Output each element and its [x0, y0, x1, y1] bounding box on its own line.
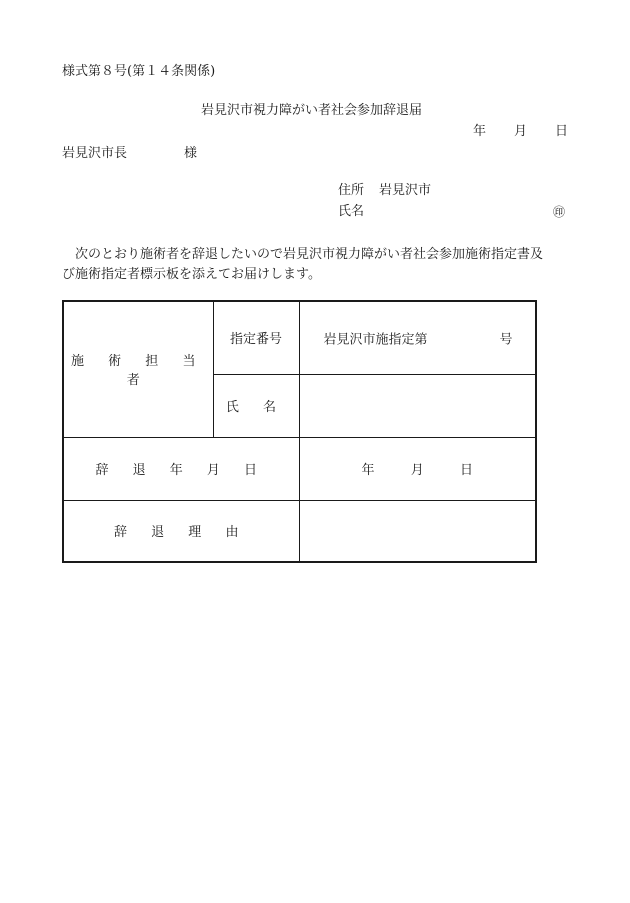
addressee-name: 岩見沢市長 [62, 146, 128, 161]
table-row [63, 301, 536, 374]
address-label: 住所 [338, 183, 365, 198]
designation-suffix: 号 [499, 332, 513, 348]
date-day-label: 日 [555, 124, 569, 139]
table-row [63, 437, 536, 500]
date-month-label: 月 [514, 124, 528, 139]
designation-number-label: 指定番号 [229, 332, 282, 348]
seal-mark: ㊞ [553, 205, 566, 219]
designation-number-field[interactable] [299, 301, 536, 374]
form-number: 様式第８号(第１４条関係) [62, 64, 216, 79]
date-year-label: 年 [473, 124, 487, 139]
withdrawal-reason-label-cell [63, 500, 299, 562]
withdrawal-date-year: 年 [361, 463, 375, 478]
withdrawal-reason-field[interactable] [299, 500, 536, 562]
document-title: 岩見沢市視力障がい者社会参加辞退届 [201, 103, 423, 118]
practitioner-name-label-cell [213, 374, 299, 437]
withdrawal-reason-label: 辞 退 理 由 [114, 525, 249, 541]
practitioner-name-field[interactable] [299, 374, 536, 437]
withdrawal-form-table [62, 300, 537, 563]
designation-number-label-cell [213, 301, 299, 374]
body-text-line-2: び施術指定者標示板を添えてお届けします。 [62, 267, 321, 282]
withdrawal-date-label: 辞 退 年 月 日 [95, 463, 268, 478]
practitioner-label: 施 術 担 当 者 [71, 354, 206, 389]
name-label: 氏名 [338, 204, 365, 219]
address-value: 岩見沢市 [379, 183, 432, 198]
withdrawal-date-day: 日 [460, 463, 474, 478]
practitioner-name-label: 氏 名 [225, 400, 287, 415]
addressee-honorific: 様 [184, 146, 198, 161]
body-text-line-1: 次のとおり施術者を辞退したいので岩見沢市視力障がい者社会参加施術指定書及 [75, 247, 544, 262]
withdrawal-date-label-cell [63, 437, 299, 500]
designation-prefix: 岩見沢市施指定第 [323, 332, 428, 348]
practitioner-label-cell [63, 301, 213, 437]
withdrawal-date-month: 月 [410, 463, 424, 478]
withdrawal-date-field[interactable] [299, 437, 536, 500]
body-text [62, 245, 572, 285]
table-row [63, 500, 536, 562]
